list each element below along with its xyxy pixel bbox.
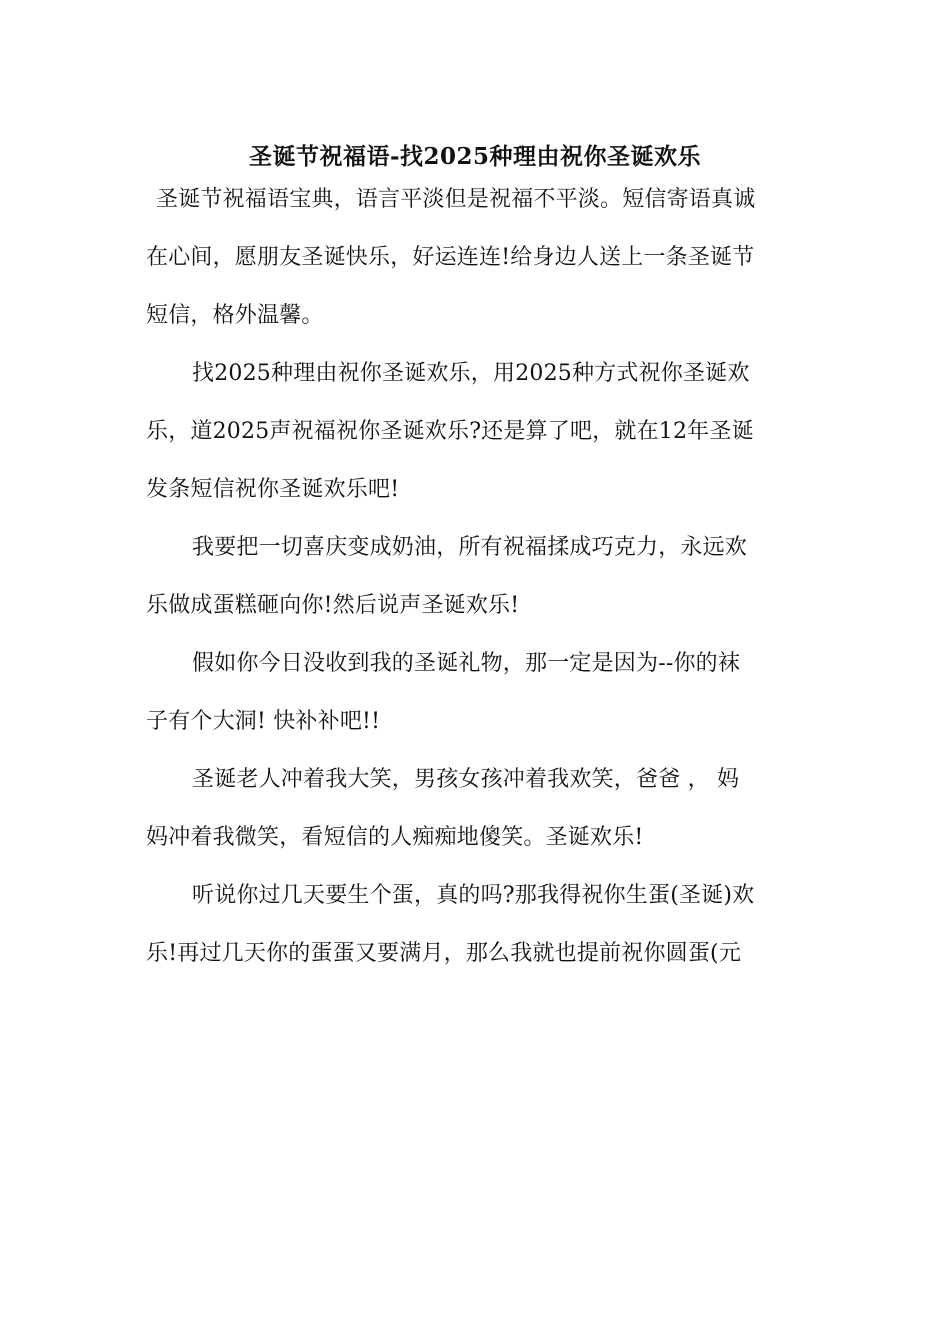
- paragraph-line: 短信，格外温馨。: [146, 303, 324, 328]
- paragraph-line: 乐做成蛋糕砸向你!然后说声圣诞欢乐!: [146, 593, 520, 618]
- paragraph-line: 听说你过几天要生个蛋，真的吗?那我得祝你生蛋(圣诞)欢: [192, 883, 755, 908]
- paragraph-line: 在心间，愿朋友圣诞快乐，好运连连!给身边人送上一条圣诞节: [146, 245, 755, 270]
- paragraph-line: 妈冲着我微笑，看短信的人痴痴地傻笑。圣诞欢乐!: [146, 825, 644, 850]
- paragraph-line: 找2025种理由祝你圣诞欢乐，用2025种方式祝你圣诞欢: [192, 361, 750, 386]
- document-body: [146, 178, 806, 990]
- document-title: 圣诞节祝福语-找2025种理由祝你圣诞欢乐: [248, 143, 702, 170]
- paragraph-line: 我要把一切喜庆变成奶油，所有祝福揉成巧克力，永远欢: [192, 535, 748, 560]
- paragraph-line: 圣诞节祝福语宝典，语言平淡但是祝福不平淡。短信寄语真诚: [156, 187, 756, 212]
- paragraph-line: 乐，道2025声祝福祝你圣诞欢乐?还是算了吧，就在12年圣诞: [146, 419, 754, 444]
- paragraph-line: 子有个大洞! 快补补吧!!: [146, 709, 381, 734]
- paragraph-line: 乐!再过几天你的蛋蛋又要满月，那么我就也提前祝你圆蛋(元: [146, 941, 742, 966]
- paragraph-line: 发条短信祝你圣诞欢乐吧!: [146, 477, 400, 502]
- paragraph-line: 假如你今日没收到我的圣诞礼物，那一定是因为--你的袜: [192, 651, 741, 676]
- paragraph-line: 圣诞老人冲着我大笑，男孩女孩冲着我欢笑，爸爸 ， 妈: [192, 767, 740, 792]
